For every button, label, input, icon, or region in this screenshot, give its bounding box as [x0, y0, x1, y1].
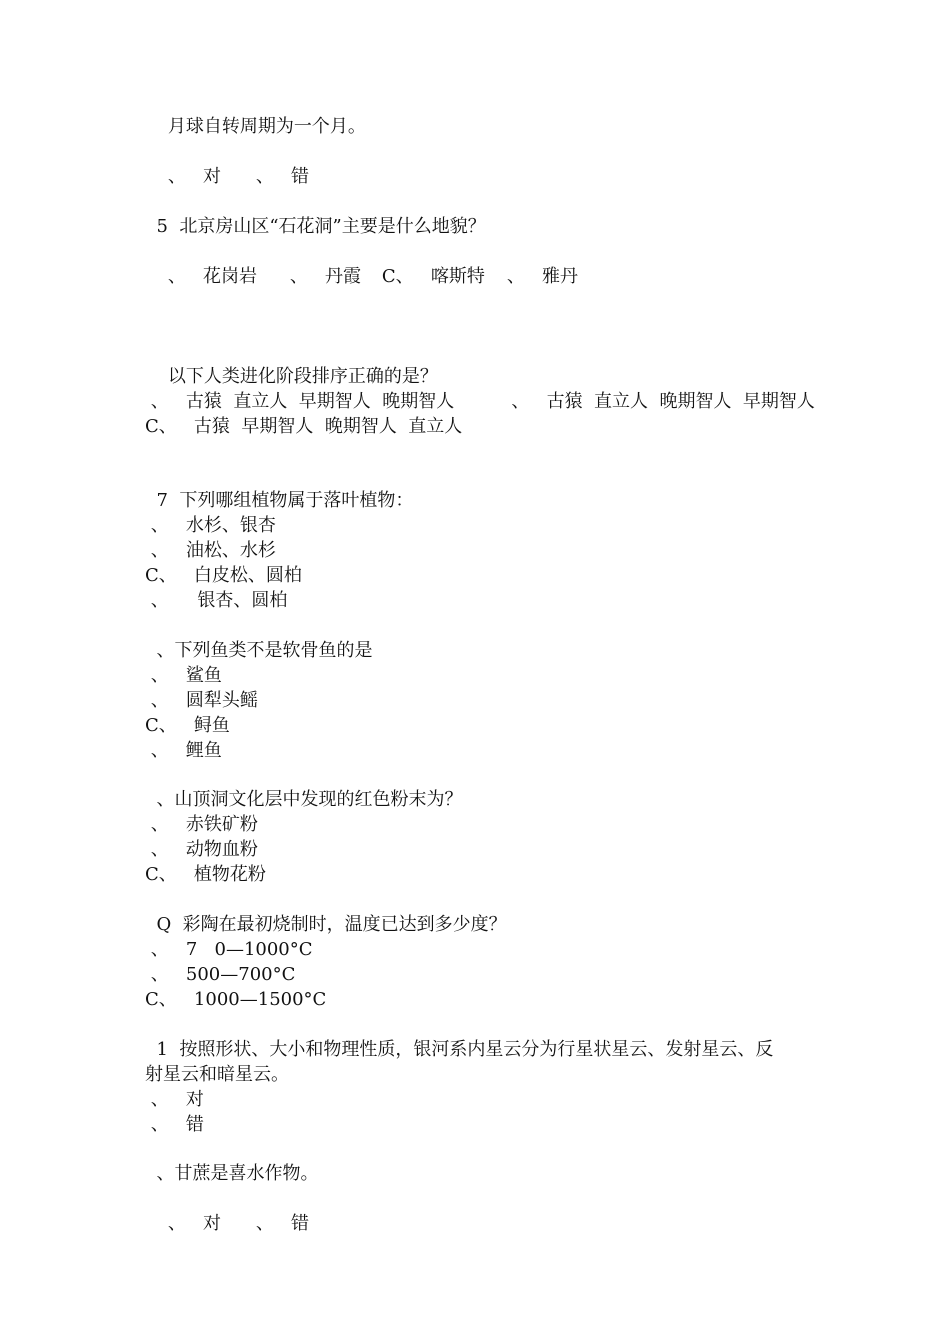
option: 、 花岗岩 — [167, 266, 258, 287]
option-row — [145, 139, 309, 214]
question-stem: 7 下列哪组植物属于落叶植物： — [145, 490, 414, 511]
option: C、 喀斯特 — [381, 266, 485, 287]
option-line: 、 错 — [145, 1114, 204, 1135]
option: 、 对 — [167, 166, 222, 187]
option: 、 丹霞 — [289, 266, 362, 287]
question-stem-continued: 射星云和暗星云。 — [145, 1064, 289, 1085]
option-line: 、 动物血粉 — [145, 839, 258, 860]
option-line: C、 古猿 早期智人 晚期智人 直立人 — [145, 416, 463, 437]
option-line: 、 鲨鱼 — [145, 665, 222, 686]
option-line: 、 鲤鱼 — [145, 740, 222, 761]
option-line: C、 鲟鱼 — [145, 715, 230, 736]
question-stem: Q 彩陶在最初烧制时，温度已达到多少度？ — [145, 914, 507, 935]
question-stem: 、下列鱼类不是软骨鱼的是 — [145, 640, 373, 661]
option-line: 、 银杏、圆柏 — [145, 590, 288, 611]
option-row — [145, 239, 578, 314]
option-line: 、 古猿 直立人 早期智人 晚期智人 、 古猿 直立人 晚期智人 早期智人 — [145, 391, 815, 412]
question-stem: 1 按照形状、大小和物理性质，银河系内星云分为行星状星云、发射星云、反 — [145, 1039, 774, 1060]
question-stem: 月球自转周期为一个月。 — [145, 116, 366, 137]
option-line: 、 500—700°C — [145, 964, 296, 985]
option-line: 、 对 — [145, 1089, 204, 1110]
question-stem: 、山顶洞文化层中发现的红色粉末为？ — [145, 789, 463, 810]
option-line: 、 7 0—1000°C — [145, 939, 313, 960]
question-stem: 5 北京房山区“石花洞”主要是什么地貌？ — [145, 216, 486, 237]
question-stem: 、甘蔗是喜水作物。 — [145, 1163, 319, 1184]
option-line: C、 1000—1500°C — [145, 989, 327, 1010]
option-line: 、 赤铁矿粉 — [145, 814, 258, 835]
option-line: 、 油松、水杉 — [145, 540, 276, 561]
option-line: C、 白皮松、圆柏 — [145, 565, 302, 586]
option-line: 、 圆犁头鳐 — [145, 690, 258, 711]
option: 、 雅丹 — [506, 266, 579, 287]
option: 、 错 — [255, 166, 310, 187]
question-stem: 以下人类进化阶段排序正确的是？ — [145, 366, 438, 387]
option: 、 错 — [255, 1213, 310, 1234]
option-row — [145, 1186, 309, 1261]
option-line: 、 水杉、银杏 — [145, 515, 276, 536]
option: 、 对 — [167, 1213, 222, 1234]
option-line: C、 植物花粉 — [145, 864, 266, 885]
